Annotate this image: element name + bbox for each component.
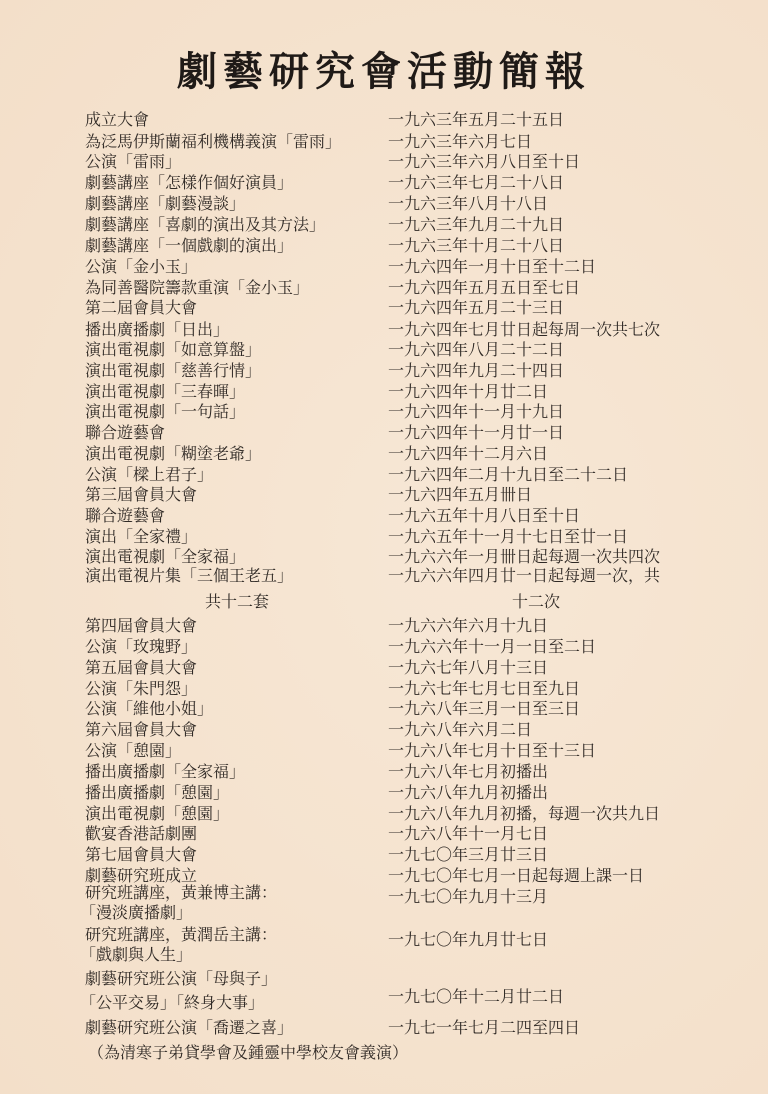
activity-date: 一九六三年七月二十八日 xyxy=(388,173,565,192)
activity-date: 一九六四年十一月十九日 xyxy=(388,402,565,421)
page-title: 劇藝研究會活動簡報 xyxy=(177,48,591,95)
activity-event: 「戲劇與人生」 xyxy=(80,945,193,964)
activity-date: 一九六三年六月七日 xyxy=(388,132,533,151)
activity-event: 劇藝研究班公演「喬遷之喜」 xyxy=(85,1018,294,1037)
activity-event: 公演「玫瑰野」 xyxy=(85,637,198,656)
activity-date: 一九六五年十一月十七日至廿一日 xyxy=(388,527,629,546)
activity-date: 一九六三年五月二十五日 xyxy=(388,110,565,129)
activity-date: 一九六四年十月廿二日 xyxy=(388,382,549,401)
activity-event: 演出電視劇「憩園」 xyxy=(85,804,230,823)
activity-event: 為泛馬伊斯蘭福利機構義演「雷雨」 xyxy=(85,132,342,151)
activity-date: 一九七一年七月二四至四日 xyxy=(388,1018,581,1037)
activity-event: 演出電視劇「三春暉」 xyxy=(85,382,246,401)
activity-date: 一九六四年五月卌日 xyxy=(388,485,533,504)
activity-event: 共十二套 xyxy=(205,592,270,611)
activity-date: 一九六七年八月十三日 xyxy=(388,658,549,677)
activity-date: 一九六六年四月廿一日起每週一次，共 xyxy=(388,566,661,585)
activity-event: 播出廣播劇「憩園」 xyxy=(85,783,230,802)
activity-date: 一九六四年五月二十三日 xyxy=(388,298,565,317)
activity-event: 劇藝講座「怎樣作個好演員」 xyxy=(85,173,294,192)
activity-date: 一九六八年九月初播出 xyxy=(388,783,549,802)
activity-event: 為同善醫院籌款重演「金小玉」 xyxy=(85,278,310,297)
activity-date: 一九六五年十月八日至十日 xyxy=(388,506,581,525)
activity-date: 一九六四年九月二十四日 xyxy=(388,361,565,380)
activity-date: 一九六六年十一月一日至二日 xyxy=(388,637,597,656)
activity-date: 一九六三年九月二十九日 xyxy=(388,215,565,234)
activity-event: 研究班講座，黃潤岳主講： xyxy=(85,925,278,944)
activity-event: 第七屆會員大會 xyxy=(85,845,198,864)
activity-event: 劇藝研究班成立 xyxy=(85,866,198,885)
activity-event: 演出電視劇「全家福」 xyxy=(85,547,246,566)
activity-event: 第五屆會員大會 xyxy=(85,658,198,677)
activity-event: 演出電視片集「三個王老五」 xyxy=(85,566,294,585)
activity-event: 公演「維他小姐」 xyxy=(85,699,214,718)
activity-event: 第二屆會員大會 xyxy=(85,298,198,317)
activity-date: 一九六四年八月二十二日 xyxy=(388,340,565,359)
activity-event: 第六屆會員大會 xyxy=(85,720,198,739)
activity-date: 一九七〇年七月一日起每週上課一日 xyxy=(388,866,645,885)
activity-date: 一九六八年六月二日 xyxy=(388,720,533,739)
activity-event: 公演「樑上君子」 xyxy=(85,465,214,484)
activity-event: 聯合遊藝會 xyxy=(85,423,166,442)
activity-date: 一九六八年三月一日至三日 xyxy=(388,699,581,718)
activity-event: 公演「憩園」 xyxy=(85,741,182,760)
activity-event: 「漫淡廣播劇」 xyxy=(80,903,193,922)
activity-event: 公演「雷雨」 xyxy=(85,152,182,171)
activity-event: 劇藝研究班公演「母與子」 xyxy=(85,969,278,988)
activity-event: 演出電視劇「慈善行情」 xyxy=(85,361,262,380)
activity-date: 一九七〇年十二月廿二日 xyxy=(388,987,565,1006)
activity-date: 一九七〇年三月廿三日 xyxy=(388,845,549,864)
activity-date: 一九七〇年九月十三月 xyxy=(388,887,549,906)
activity-event: 播出廣播劇「全家福」 xyxy=(85,762,246,781)
activity-date: 一九六七年七月七日至九日 xyxy=(388,679,581,698)
activity-date: 一九六四年七月廿日起每周一次共七次 xyxy=(388,320,661,339)
activity-event: 成立大會 xyxy=(85,110,150,129)
activity-event: 公演「金小玉」 xyxy=(85,257,198,276)
activity-date: 一九六四年五月五日至七日 xyxy=(388,278,581,297)
activity-date: 一九六三年六月八日至十日 xyxy=(388,152,581,171)
activity-event: （為清寒子弟貸學會及鍾靈中學校友會義演） xyxy=(88,1043,409,1062)
activity-date: 十二次 xyxy=(512,592,561,611)
activity-date: 一九六八年七月十日至十三日 xyxy=(388,741,597,760)
activity-event: 劇藝講座「劇藝漫談」 xyxy=(85,194,246,213)
activity-event: 劇藝講座「喜劇的演出及其方法」 xyxy=(85,215,326,234)
activity-event: 演出「全家禮」 xyxy=(85,527,198,546)
activity-date: 一九六三年八月十八日 xyxy=(388,194,549,213)
activity-event: 研究班講座，黃兼博主講： xyxy=(85,883,278,902)
activity-event: 播出廣播劇「日出」 xyxy=(85,320,230,339)
activity-event: 第三屆會員大會 xyxy=(85,485,198,504)
activity-date: 一九六四年一月十日至十二日 xyxy=(388,257,597,276)
activity-date: 一九六八年七月初播出 xyxy=(388,762,549,781)
activity-event: 劇藝講座「一個戲劇的演出」 xyxy=(85,236,294,255)
activity-event: 聯合遊藝會 xyxy=(85,506,166,525)
activity-date: 一九七〇年九月廿七日 xyxy=(388,930,549,949)
activity-event: 第四屆會員大會 xyxy=(85,616,198,635)
activity-event: 「公平交易」「終身大事」 xyxy=(80,993,265,1012)
activity-event: 公演「朱門怨」 xyxy=(85,679,198,698)
activity-date: 一九六六年一月卌日起每週一次共四次 xyxy=(388,547,661,566)
activity-date: 一九六八年九月初播，每週一次共九日 xyxy=(388,804,661,823)
activity-date: 一九六八年十一月七日 xyxy=(388,824,549,843)
activity-event: 歡宴香港話劇團 xyxy=(85,824,198,843)
activity-date: 一九六四年十二月六日 xyxy=(388,444,549,463)
activity-event: 演出電視劇「如意算盤」 xyxy=(85,340,262,359)
activity-event: 演出電視劇「糊塗老爺」 xyxy=(85,444,262,463)
activity-event: 演出電視劇「一句話」 xyxy=(85,402,246,421)
activity-date: 一九六六年六月十九日 xyxy=(388,616,549,635)
activity-date: 一九六四年二月十九日至二十二日 xyxy=(388,465,629,484)
activity-date: 一九六三年十月二十八日 xyxy=(388,236,565,255)
activity-date: 一九六四年十一月廿一日 xyxy=(388,423,565,442)
